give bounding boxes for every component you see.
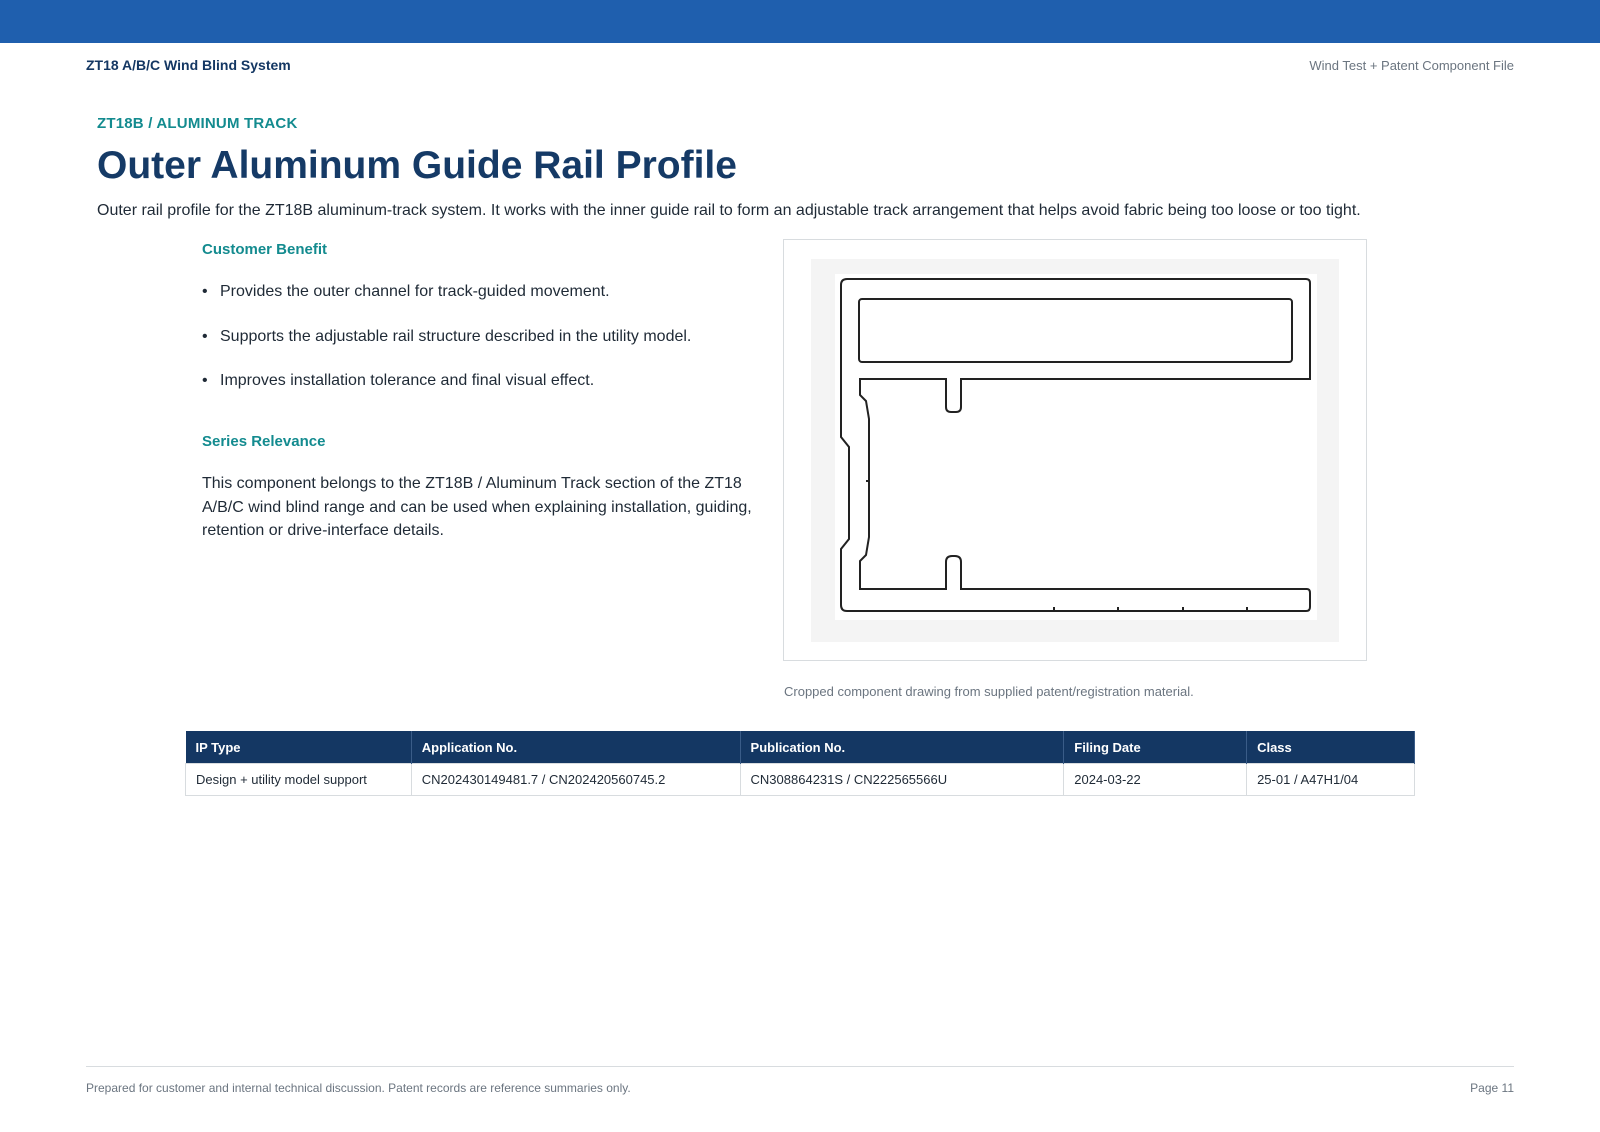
column-header-application-no: Application No. [411, 731, 740, 764]
column-header-ip-type: IP Type [186, 731, 412, 764]
ip-record-table [185, 731, 1415, 796]
cell-class: 25-01 / A47H1/04 [1247, 764, 1415, 796]
cell-filing-date: 2024-03-22 [1064, 764, 1247, 796]
figure-caption: Cropped component drawing from supplied patent/registration material. [784, 684, 1194, 699]
rail-profile-drawing [811, 259, 1339, 642]
footer-divider [86, 1066, 1514, 1067]
top-color-bar [0, 0, 1600, 43]
section-kicker: ZT18B / ALUMINUM TRACK [97, 115, 298, 132]
list-item [202, 282, 691, 327]
page-title: Outer Aluminum Guide Rail Profile [97, 144, 737, 187]
bullet-icon: • [202, 283, 208, 300]
column-header-class: Class [1247, 731, 1415, 764]
cell-ip-type: Design + utility model support [186, 764, 412, 796]
component-drawing-frame [783, 239, 1367, 661]
table-row [186, 764, 1415, 796]
list-item [202, 327, 691, 372]
document-header-subtitle: Wind Test + Patent Component File [1309, 58, 1514, 73]
customer-benefit-heading: Customer Benefit [202, 241, 328, 258]
list-item [202, 371, 691, 416]
footer-note: Prepared for customer and internal technical discussion. Patent records are reference summaries only. [86, 1081, 631, 1095]
column-header-filing-date: Filing Date [1064, 731, 1247, 764]
cell-application-no: CN202430149481.7 / CN202420560745.2 [411, 764, 740, 796]
cell-publication-no: CN308864231S / CN222565566U [740, 764, 1064, 796]
page-number: Page 11 [1470, 1081, 1514, 1095]
document-header-title: ZT18 A/B/C Wind Blind System [86, 57, 291, 73]
benefit-text: Supports the adjustable rail structure described in the utility model. [220, 327, 692, 345]
column-header-publication-no: Publication No. [740, 731, 1064, 764]
series-relevance-heading: Series Relevance [202, 433, 326, 450]
benefit-text: Improves installation tolerance and final visual effect. [220, 372, 595, 389]
benefit-text: Provides the outer channel for track-guided movement. [220, 283, 610, 300]
benefit-list [202, 282, 691, 416]
table-header-row [186, 731, 1415, 764]
bullet-icon: • [202, 327, 208, 345]
bullet-icon: • [202, 372, 208, 389]
series-relevance-text: This component belongs to the ZT18B / Aluminum Track section of the ZT18 A/B/C wind blind range and can be used when explaining installation, guiding, retention or drive-interface details. [202, 475, 752, 539]
component-drawing [811, 259, 1339, 642]
intro-paragraph: Outer rail profile for the ZT18B aluminum-track system. It works with the inner guide rail to form an adjustable track arrangement that helps avoid fabric being too loose or too tight. [97, 202, 1361, 219]
drawing-paper [835, 274, 1317, 620]
